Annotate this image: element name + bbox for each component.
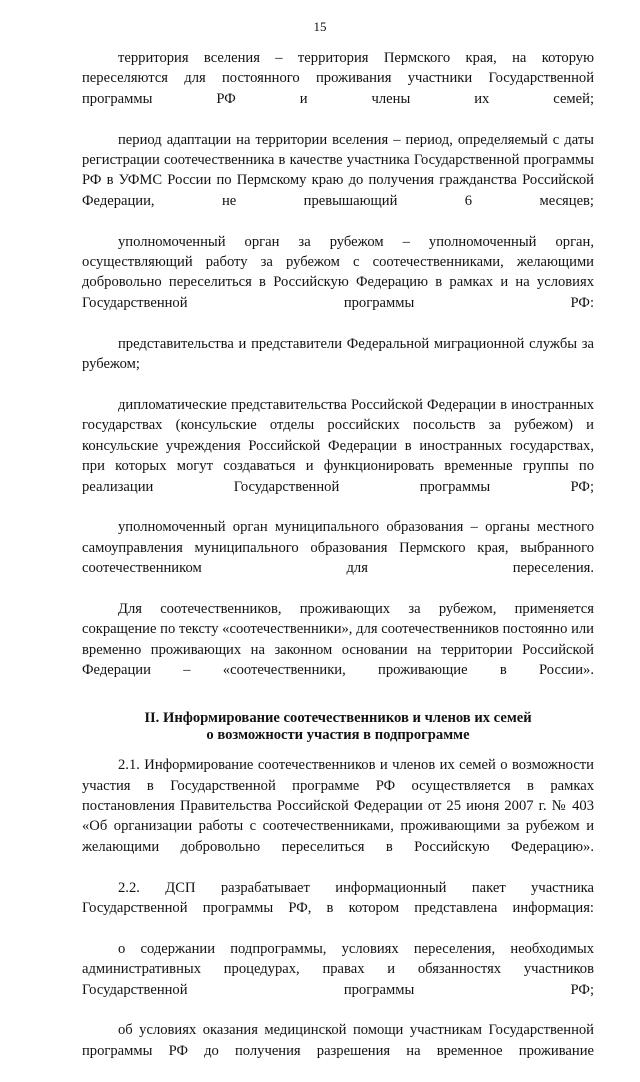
paragraph-2-2: 2.2. ДСП разрабатывает информационный пакет участника Государственной программы РФ, в котором представлена информация: (82, 879, 594, 917)
paragraph-territory-definition: территория вселения – территория Пермского края, на которую переселяются для постоянного проживания участники Государственной программы РФ и члены их семей; (82, 50, 594, 107)
paragraph-adaptation-period: период адаптации на территории вселения – период, определяемый с даты регистрации соотечественника в качестве участника Государственной программы РФ в УФМС России по Пермскому краю до получения гражданства Российской Федерации, не превышающий 6 месяцев; (82, 131, 594, 209)
document-body (82, 48, 594, 1082)
paragraph-medical-care: об условиях оказания медицинской помощи участникам Государственной программы РФ до получения разрешения на временное проживание (82, 1022, 594, 1059)
paragraph-fms-representatives: представительства и представители Федеральной миграционной службы за рубежом; (82, 335, 594, 373)
paragraph-municipal-body: уполномоченный орган муниципального образования – органы местного самоуправления муниципального образования Пермского края, выбранного соотечественником для переселения. (82, 519, 594, 577)
paragraph-2-1: 2.1. Информирование соотечественников и членов их семей о возможности участия в Государственной программе РФ осуществляется в рамках постановления Правительства Российской Федерации от 25 июня 2007 г. № 403 «Об организации работы с соотечественниками, проживающими за рубежом и желающими добровольно переселиться в Российскую Федерацию». (82, 757, 594, 855)
section-heading-line-1: II. Информирование соотечественников и членов их семей (144, 710, 532, 726)
paragraph-program-content: о содержании подпрограммы, условиях переселения, необходимых административных процедурах, правах и обязанностях участников Государственной программы РФ; (82, 940, 594, 998)
page-number: 15 (313, 19, 327, 34)
section-heading-line-2: о возможности участия в подпрограмме (206, 726, 470, 743)
section-heading (82, 710, 594, 743)
paragraph-diplomatic-missions: дипломатические представительства Российской Федерации в иностранных государствах (консульские отделы российских посольств за рубежом) и консульские учреждения Российской Федерации в иностранных государствах, при которых могут создаваться и функционировать временные группы по реализации Государственной программы РФ; (82, 396, 594, 495)
paragraph-authorized-body-abroad: уполномоченный орган за рубежом – уполномоченный орган, осуществляющий работу за рубежом с соотечественниками, желающими добровольно переселиться в Российскую Федерацию в рамках и на условиях Государственной программы РФ: (82, 233, 594, 311)
paragraph-abbreviations: Для соотечественников, проживающих за рубежом, применяется сокращение по тексту «соотечественники», для соотечественников постоянно или временно проживающих на законном основании на территории Российской Федерации – «соотечественники, проживающие в России». (82, 600, 594, 679)
